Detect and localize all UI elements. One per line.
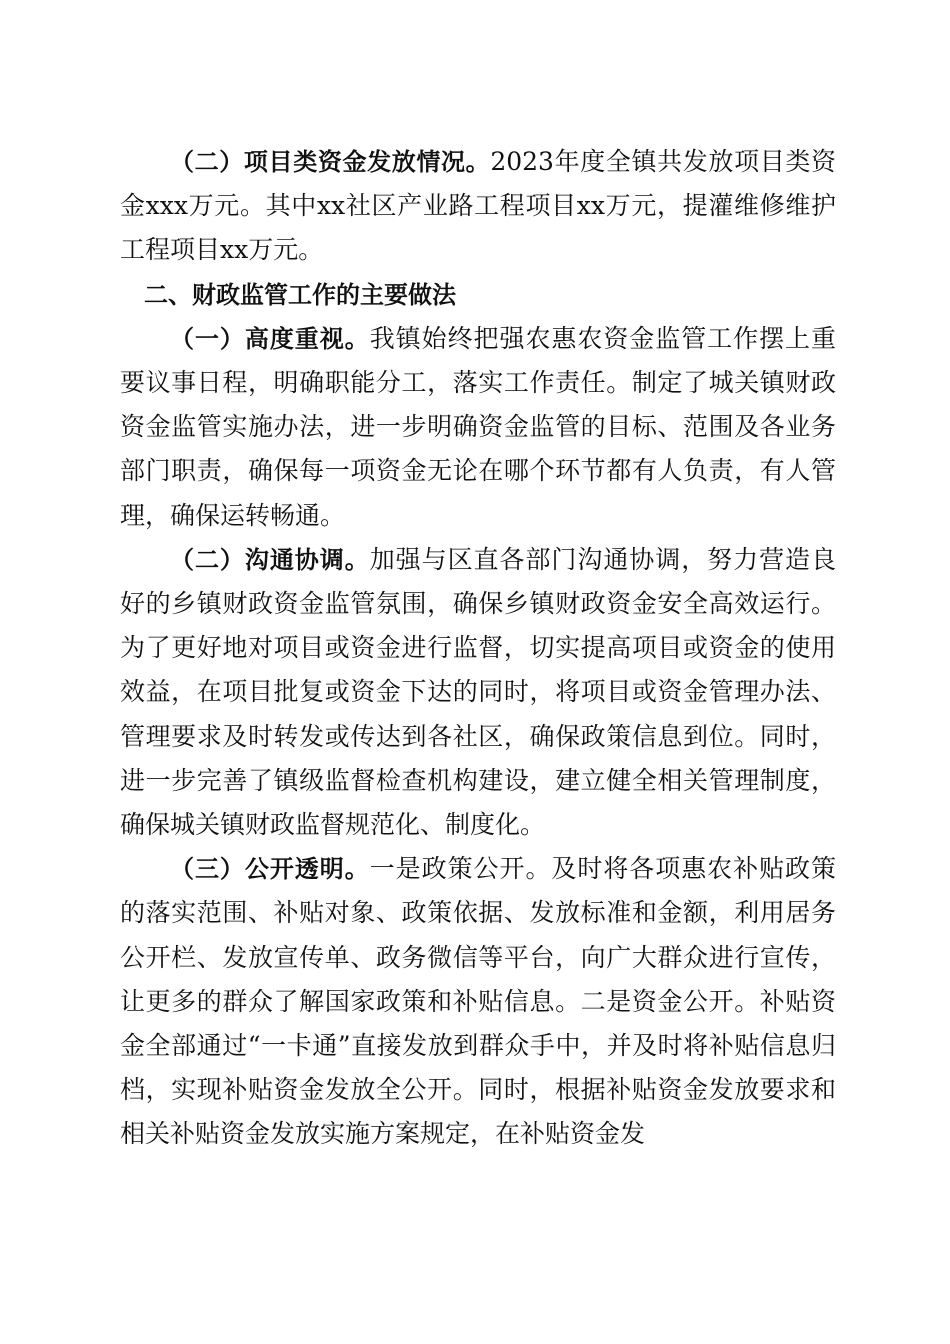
paragraph-lead: （二）项目类资金发放情况。 (170, 148, 491, 176)
paragraph-lead: （二）沟通协调。 (170, 545, 370, 574)
paragraph-text: 我镇始终把强农惠农资金监管工作摆上重要议事日程，明确职能分工，落实工作责任。制定了城关镇财政资金监管实施办法，进一步明确资金监管的目标、范围及各业务部门职责，确保每一项资金无论在哪个环节都有人负责，有人管理，确保运转畅通。 (120, 323, 836, 530)
paragraph-coordination (120, 538, 836, 847)
paragraph-high-attention (120, 317, 836, 538)
paragraph-lead: （三）公开透明。 (170, 855, 370, 884)
paragraph-transparency (120, 847, 836, 1156)
paragraph-text: 一是政策公开。及时将各项惠农补贴政策的落实范围、补贴对象、政策依据、发放标准和金额，利用居务公开栏、发放宣传单、政务微信等平台，向广大群众进行宣传，让更多的群众了解国家政策和补贴信息。二是资金公开。补贴资金全部通过“一卡通”直接发放到群众手中，并及时将补贴信息归档，实现补贴资金发放全公开。同时，根据补贴资金发放要求和相关补贴资金发放实施方案规定，在补贴资金发 (120, 854, 836, 1149)
paragraph-project-funds (120, 140, 836, 273)
paragraph-text: 2023年度全镇共发放项目类资金xxx万元。其中xx社区产业路工程项目xx万元，提灌维修维护工程项目xx万元。 (120, 147, 836, 265)
paragraph-lead: （一）高度重视。 (170, 324, 370, 353)
document-body (120, 140, 836, 1157)
section-heading: 二、财政监管工作的主要做法 (144, 280, 456, 309)
paragraph-text: 加强与区直各部门沟通协调，努力营造良好的乡镇财政资金监管氛围，确保乡镇财政资金安全高效运行。为了更好地对项目或资金进行监督，切实提高项目或资金的使用效益，在项目批复或资金下达的同时，将项目或资金管理办法、管理要求及时转发或传达到各社区，确保政策信息到位。同时，进一步完善了镇级监督检查机构建设，建立健全相关管理制度，确保城关镇财政监督规范化、制度化。 (120, 544, 836, 840)
